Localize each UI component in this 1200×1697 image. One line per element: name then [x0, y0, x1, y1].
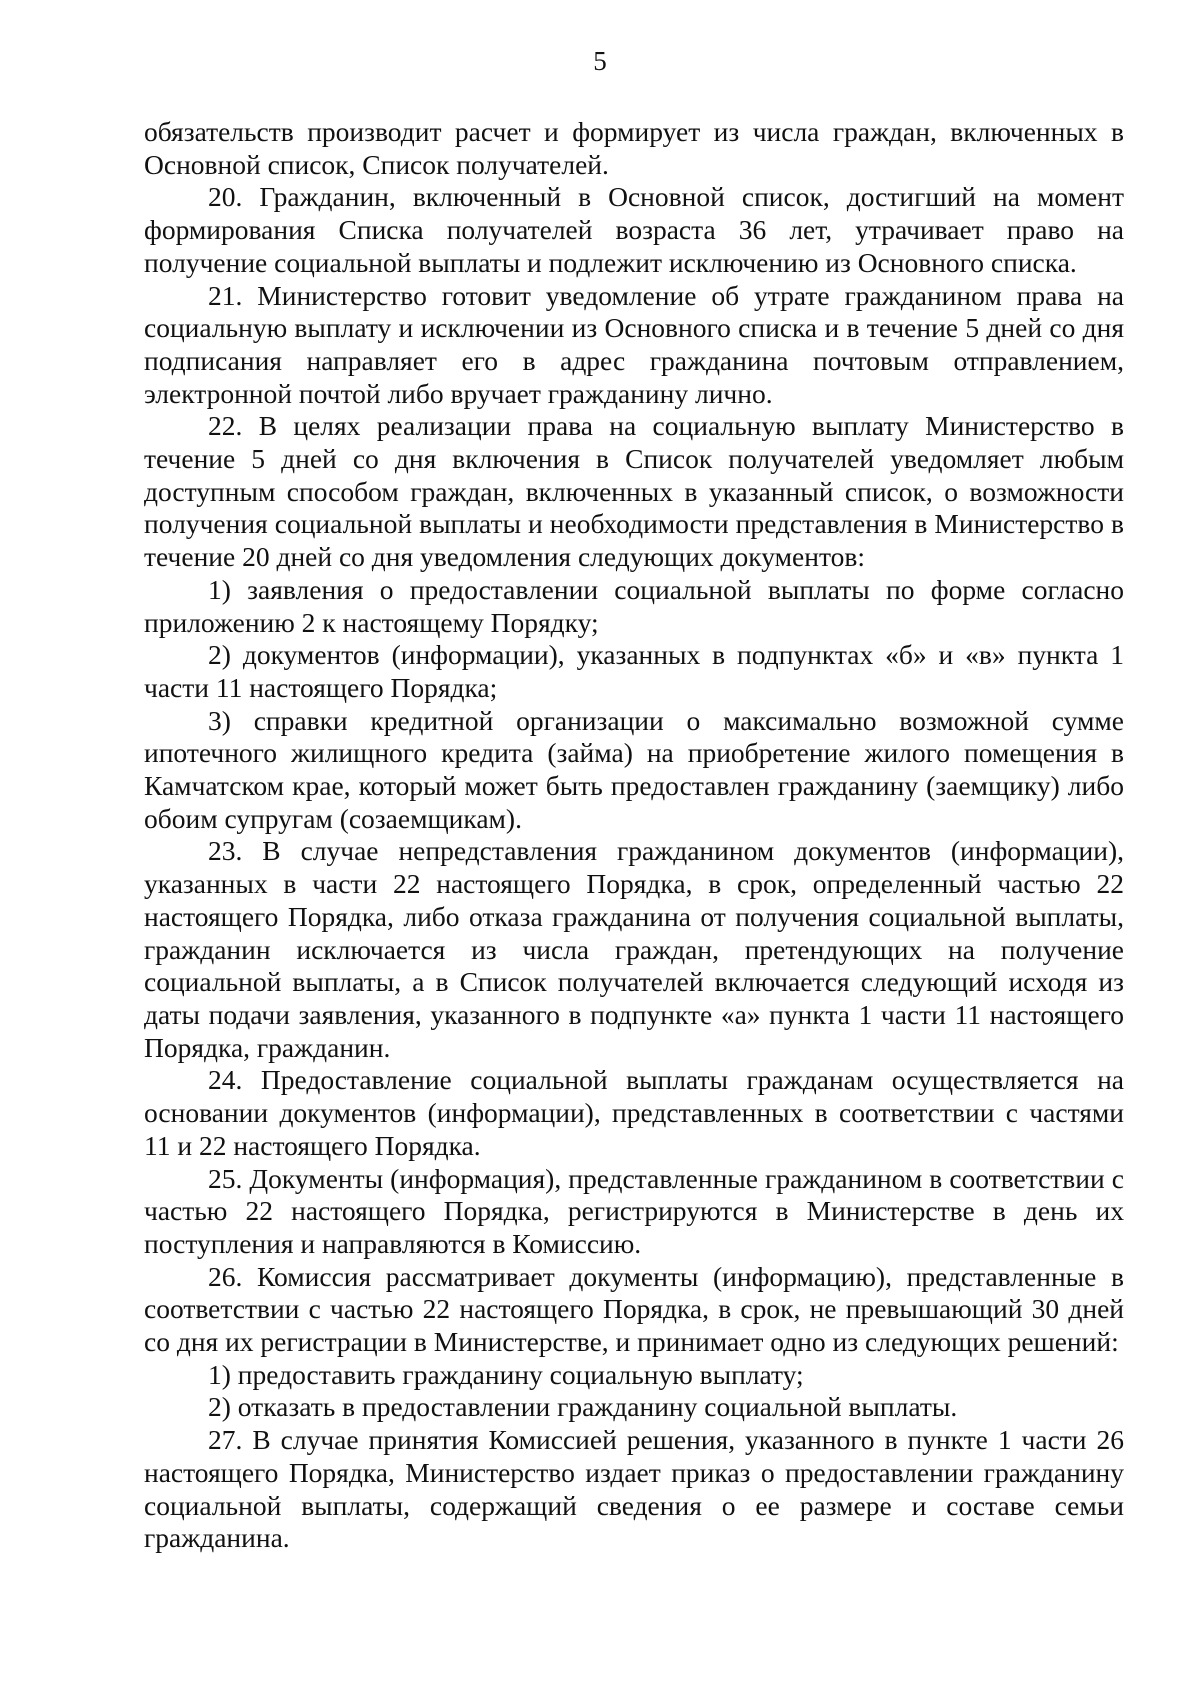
document-body [144, 116, 1124, 1555]
page-number: 5 [593, 46, 607, 76]
paragraph-22-item-2: 2) документов (информации), указанных в подпунктах «б» и «в» пункта 1 части 11 настоящего Порядка; [144, 639, 1124, 703]
paragraph-24: 24. Предоставление социальной выплаты гражданам осуществляется на основании документов (информации), представленных в соответствии с частями 11 и 22 настоящего Порядка. [144, 1064, 1124, 1161]
paragraph-continuation: обязательств производит расчет и формирует из числа граждан, включенных в Основной список, Список получателей. [144, 116, 1124, 180]
paragraph-21: 21. Министерство готовит уведомление об утрате гражданином права на социальную выплату и исключении из Основного списка и в течение 5 дней со дня подписания направляет его в адрес гражданина почтовым отправлением, электронной почтой либо вручает гражданину лично. [144, 279, 1124, 409]
paragraph-20: 20. Гражданин, включенный в Основной список, достигший на момент формирования Списка получателей возраста 36 лет, утрачивает право на получение социальной выплаты и подлежит исключению из Основного списка. [144, 181, 1124, 278]
paragraph-22: 22. В целях реализации права на социальную выплату Министерство в течение 5 дней со дня включения в Список получателей уведомляет любым доступным способом граждан, включенных в указанный список, о возможности получения социальной выплаты и необходимости представления в Министерство в течение 20 дней со дня уведомления следующих документов: [144, 410, 1124, 573]
paragraph-26-item-1: 1) предоставить гражданину социальную выплату; [208, 1358, 804, 1390]
paragraph-23: 23. В случае непредставления гражданином документов (информации), указанных в части 22 настоящего Порядка, в срок, определенный частью 22 настоящего Порядка, либо отказа гражданина от получения социальной выплаты, гражданин исключается из числа граждан, претендующих на получение социальной выплаты, а в Список получателей включается следующий исходя из даты подачи заявления, указанного в подпункте «а» пункта 1 части 11 настоящего Порядка, гражданин. [144, 835, 1124, 1063]
paragraph-26-item-2: 2) отказать в предоставлении гражданину социальной выплаты. [208, 1391, 958, 1423]
paragraph-25: 25. Документы (информация), представленные гражданином в соответствии с частью 22 настоящего Порядка, регистрируются в Министерстве в день их поступления и направляются в Комиссию. [144, 1162, 1124, 1259]
paragraph-22-item-3: 3) справки кредитной организации о максимально возможной сумме ипотечного жилищного кредита (займа) на приобретение жилого помещения в Камчатском крае, который может быть предоставлен гражданину (заемщику) либо обоим супругам (созаемщикам). [144, 704, 1124, 834]
paragraph-27: 27. В случае принятия Комиссией решения, указанного в пункте 1 части 26 настоящего Порядка, Министерство издает приказ о предоставлении гражданину социальной выплаты, содержащий сведения о ее размере и составе семьи гражданина. [144, 1424, 1124, 1554]
paragraph-26: 26. Комиссия рассматривает документы (информацию), представленные в соответствии с частью 22 настоящего Порядка, в срок, не превышающий 30 дней со дня их регистрации в Министерстве, и принимает одно из следующих решений: [144, 1260, 1124, 1358]
paragraph-22-item-1: 1) заявления о предоставлении социальной выплаты по форме согласно приложению 2 к настоящему Порядку; [144, 573, 1124, 638]
